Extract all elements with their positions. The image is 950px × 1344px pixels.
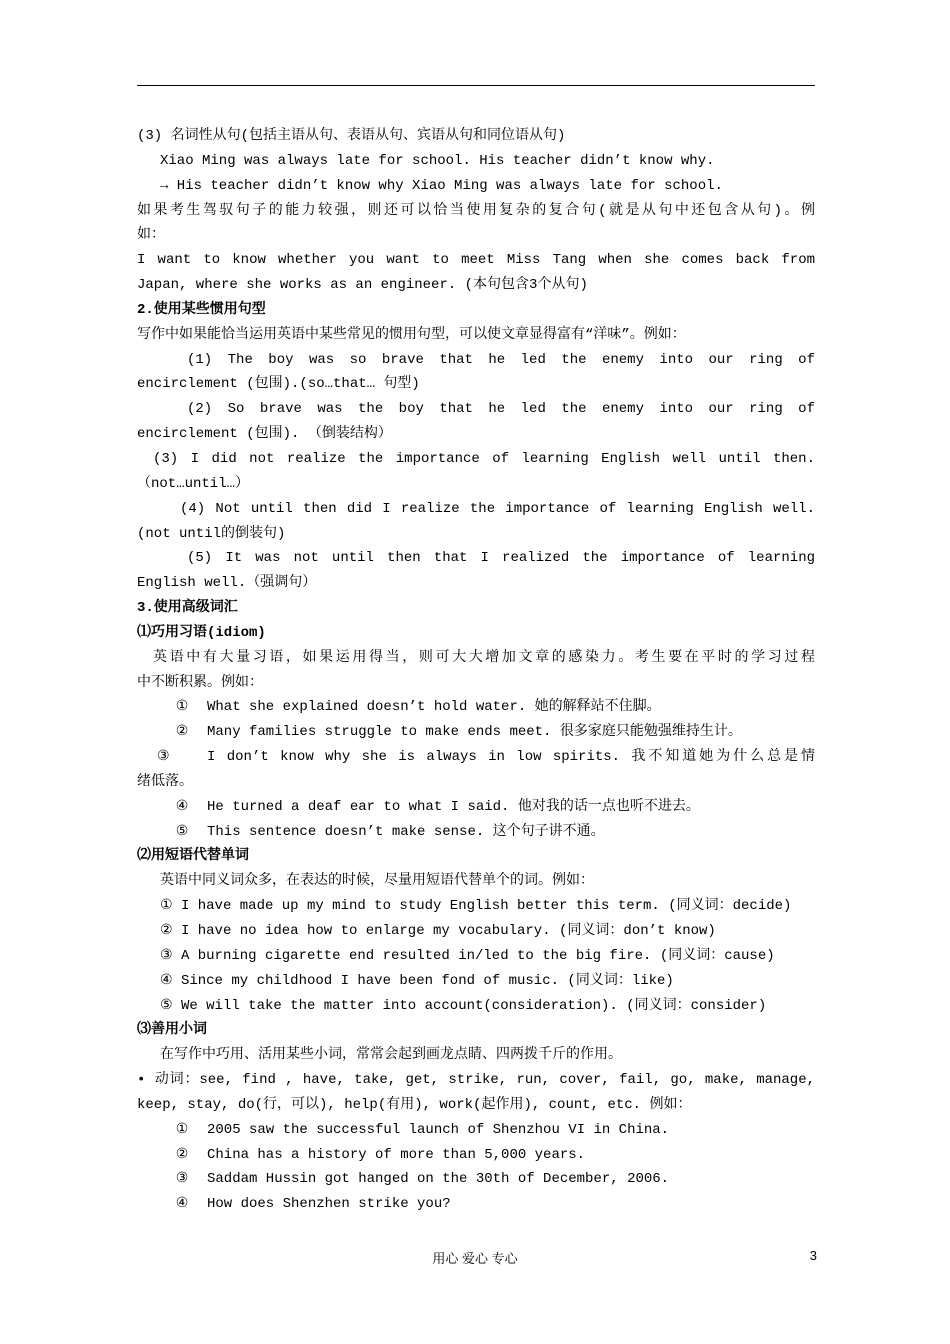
example-sentence: English well.（强调句） (137, 575, 317, 592)
item-number: ③ (157, 749, 170, 766)
numbered-example: ① I have made up my mind to study English better this term. (同义词：decide) (160, 898, 792, 915)
paragraph-line: 英语中同义词众多，在表达的时候，尽量用短语代替单个的词。例如： (160, 873, 594, 890)
section-heading: 3.使用高级词汇 (137, 600, 238, 617)
paragraph-line: 英语中有大量习语，如果运用得当，则可大大增加文章的感染力。考生要在平时的学习过程 (153, 649, 815, 666)
example-sentence: → His teacher didn’t know why Xiao Ming was always late for school. (160, 177, 723, 194)
example-sentence: (3) I did not realize the importance of learning English well until then. (153, 450, 815, 467)
item-text: How does Shenzhen strike you? (207, 1196, 451, 1213)
paragraph-line: 写作中如果能恰当运用英语中某些常见的惯用句型，可以使文章显得富有“洋味”。例如： (137, 326, 686, 343)
example-sentence: (2) So brave was the boy that he led the enemy into our ring of (187, 401, 815, 418)
item-text: 2005 saw the successful launch of Shenzhou VI in China. (207, 1121, 670, 1138)
item-text: China has a history of more than 5,000 years. (207, 1146, 586, 1163)
numbered-example: ⑤ We will take the matter into account(consideration). (同义词：consider) (160, 997, 767, 1014)
numbered-example (137, 1192, 815, 1217)
item-text: What she explained doesn’t hold water. 她的解释站不住脚。 (207, 699, 661, 716)
example-sentence: （not…until…） (137, 475, 250, 492)
section-heading: 2.使用某些惯用句型 (137, 301, 266, 318)
paragraph-line: 如： (137, 227, 165, 244)
item-text: This sentence doesn’t make sense. 这个句子讲不通。 (207, 823, 605, 840)
section-heading: ⑵用短语代替单词 (137, 848, 249, 865)
example-sentence: Japan, where she works as an engineer. (本句包含3个从句) (137, 277, 588, 294)
example-sentence: (1) The boy was so brave that he led the enemy into our ring of (187, 351, 815, 368)
numbered-example (137, 820, 815, 845)
item-number: ④ (175, 798, 189, 815)
item-text: Many families struggle to make ends meet. 很多家庭只能勉强维持生计。 (207, 724, 742, 741)
example-sentence: I want to know whether you want to meet Miss Tang when she comes back from (137, 252, 815, 269)
example-sentence: encirclement (包围).(so…that… 句型) (137, 376, 420, 393)
item-number: ② (175, 724, 189, 741)
page-footer (0, 1248, 950, 1268)
section-heading: (3) 名词性从句(包括主语从句、表语从句、宾语从句和同位语从句) (137, 128, 566, 144)
item-number: ⑤ (175, 823, 189, 840)
numbered-example (137, 695, 815, 720)
paragraph-line: keep, stay, do(行，可以), help(有用), work(起作用), count, etc. 例如： (137, 1096, 692, 1113)
paragraph-line: • 动词：see, find , have, take, get, strike, run, cover, fail, go, make, manage, (137, 1072, 815, 1089)
example-sentence: (not until的倒装句) (137, 525, 286, 542)
item-number: ① (175, 1121, 189, 1138)
example-sentence: Xiao Ming was always late for school. His teacher didn’t know why. (160, 152, 715, 169)
item-text: Saddam Hussin got hanged on the 30th of December, 2006. (207, 1171, 670, 1188)
example-sentence: (4) Not until then did I realize the importance of learning English well. (180, 500, 815, 517)
item-number: ③ (175, 1171, 189, 1188)
example-sentence: encirclement (包围). （倒装结构） (137, 426, 392, 443)
paragraph-line: 在写作中巧用、活用某些小词，常常会起到画龙点睛、四两拨千斤的作用。 (160, 1047, 622, 1064)
item-number: ② (175, 1146, 189, 1163)
example-sentence: (5) It was not until then that I realized the importance of learning (187, 550, 815, 567)
numbered-example: 绪低落。 (137, 773, 193, 790)
numbered-example: ② I have no idea how to enlarge my vocabulary. (同义词：don’t know) (160, 923, 716, 939)
numbered-example: ③ A burning cigarette end resulted in/led to the big fire. (同义词：cause) (160, 947, 775, 964)
document-body (137, 124, 815, 1217)
numbered-example (137, 1118, 815, 1143)
numbered-example: ④ Since my childhood I have been fond of music. (同义词：like) (160, 972, 674, 989)
item-text: I don’t know why she is always in low spirits. 我不知道她为什么总是情 (207, 749, 815, 766)
item-number: ④ (175, 1196, 189, 1213)
section-heading: ⑴巧用习语(idiom) (137, 624, 266, 641)
header-rule (137, 85, 815, 86)
numbered-example (137, 1143, 815, 1168)
item-text: He turned a deaf ear to what I said. 他对我的话一点也听不进去。 (207, 798, 700, 815)
paragraph-line: 如果考生驾驭句子的能力较强，则还可以恰当使用复杂的复合句(就是从句中还包含从句)。例 (137, 202, 815, 219)
paragraph-line: 中不断积累。例如： (137, 674, 263, 691)
item-number: ① (175, 699, 189, 716)
numbered-example (137, 745, 815, 770)
section-heading: ⑶善用小词 (137, 1022, 207, 1039)
numbered-example (137, 795, 815, 820)
page-number: 3 (809, 1248, 817, 1263)
footer-motto: 用心 爱心 专心 (432, 1251, 518, 1266)
numbered-example (137, 720, 815, 745)
numbered-example (137, 1167, 815, 1192)
